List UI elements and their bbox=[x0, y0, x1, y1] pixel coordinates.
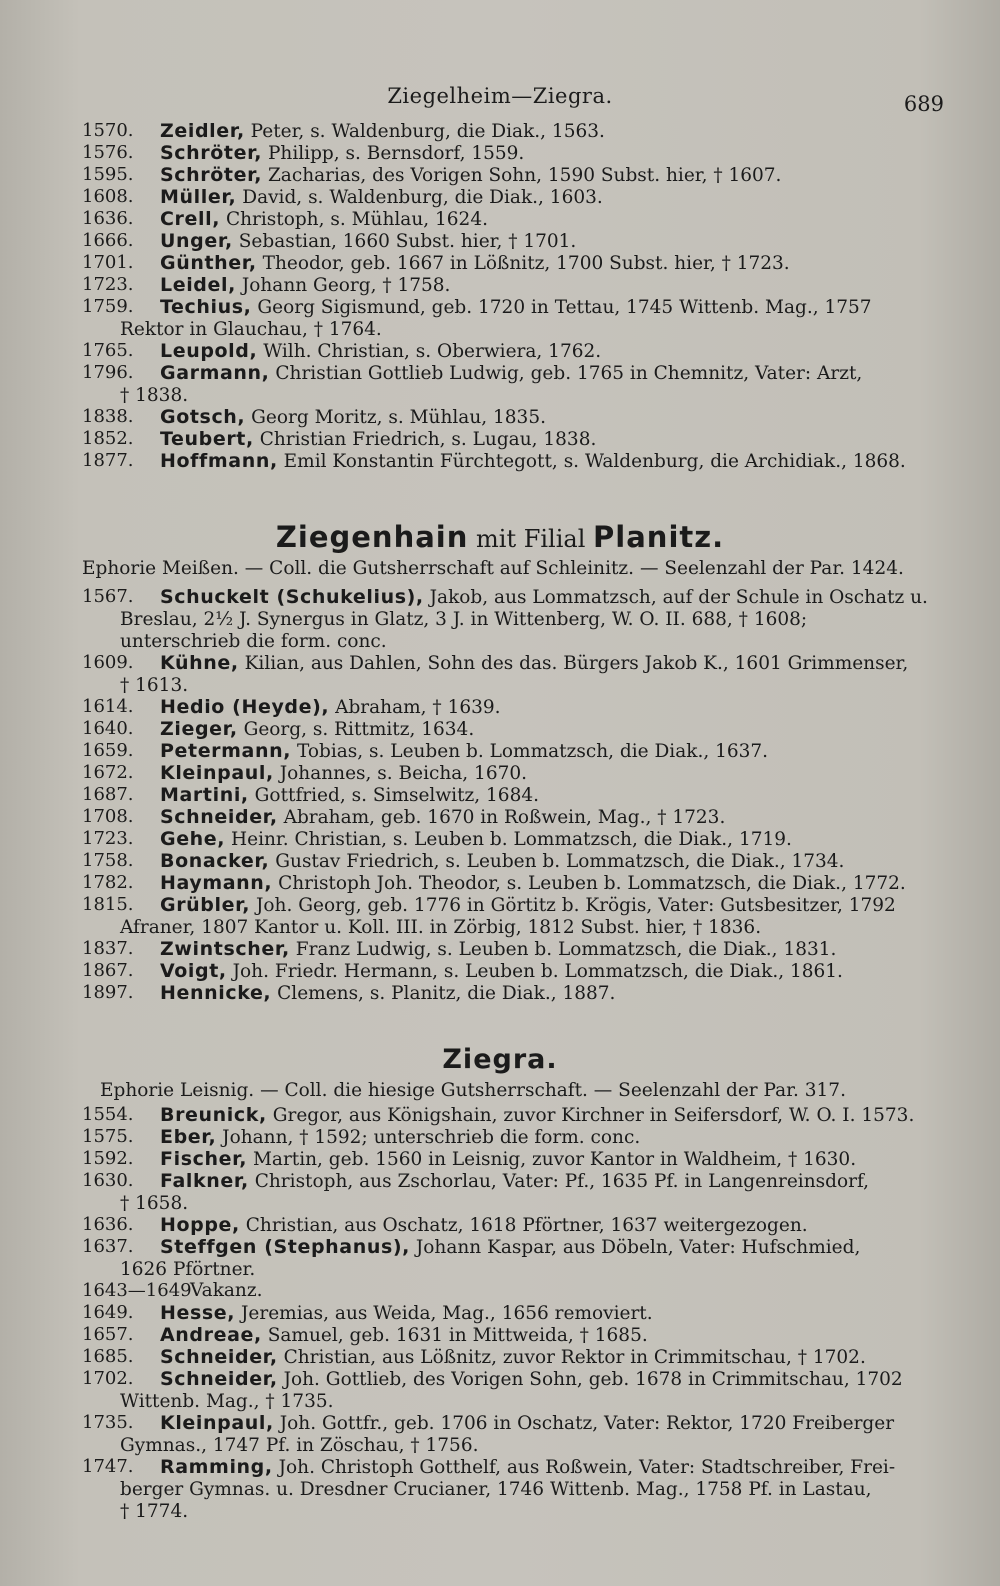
entry-row bbox=[0, 362, 1000, 406]
entry-name: Schneider, bbox=[160, 806, 278, 828]
entry-name: Techius, bbox=[160, 296, 252, 318]
entry-row bbox=[0, 1368, 1000, 1412]
entry-year: 1637. bbox=[82, 1236, 134, 1257]
entry-name: Kleinpaul, bbox=[160, 1412, 274, 1434]
entry-name: Voigt, bbox=[160, 960, 227, 982]
entry-year: 1630. bbox=[82, 1170, 134, 1191]
entry-row bbox=[0, 164, 1000, 186]
entry-row bbox=[0, 1170, 1000, 1214]
entry-name: Grübler, bbox=[160, 894, 251, 916]
entry-year: 1608. bbox=[82, 186, 134, 207]
entry-year: 1657. bbox=[82, 1324, 134, 1345]
entry-first-line bbox=[160, 653, 908, 674]
entry-year: 1765. bbox=[82, 340, 134, 361]
entry-row bbox=[0, 406, 1000, 428]
section-title-mid: mit Filial bbox=[476, 525, 586, 553]
entry-continuation: Breslau, 2½ J. Synergus in Glatz, 3 J. in Wittenberg, W. O. II. 688, † 1608; bbox=[120, 609, 808, 630]
entry-name: Leupold, bbox=[160, 340, 258, 362]
entry-year: 1575. bbox=[82, 1126, 134, 1147]
entry-continuation: † 1658. bbox=[120, 1193, 189, 1214]
entry-name: Hesse, bbox=[160, 1302, 236, 1324]
entry-continuation: † 1774. bbox=[120, 1501, 189, 1522]
entry-text: Christian Friedrich, s. Lugau, 1838. bbox=[259, 429, 597, 450]
entry-row bbox=[0, 828, 1000, 850]
entry-text: Johann Georg, † 1758. bbox=[241, 275, 451, 296]
entry-text: Gottfried, s. Simselwitz, 1684. bbox=[254, 785, 540, 806]
entry-continuation: † 1613. bbox=[120, 675, 189, 696]
entry-row bbox=[0, 1302, 1000, 1324]
section-title-main: Ziegenhain bbox=[275, 520, 469, 554]
entry-text: Tobias, s. Leuben b. Lommatzsch, die Diak., 1637. bbox=[296, 741, 769, 762]
entry-name: Haymann, bbox=[160, 872, 273, 894]
entry-row bbox=[0, 982, 1000, 1004]
running-title: Ziegelheim—Ziegra. bbox=[387, 84, 613, 108]
entry-year: 1672. bbox=[82, 762, 134, 783]
entry-row bbox=[0, 1148, 1000, 1170]
entry-continuation: Afraner, 1807 Kantor u. Koll. III. in Zörbig, 1812 Subst. hier, † 1836. bbox=[120, 917, 762, 938]
entry-first-line bbox=[160, 253, 790, 274]
entry-name: Hoppe, bbox=[160, 1214, 240, 1236]
entry-first-line bbox=[160, 209, 488, 230]
entry-name: Breunick, bbox=[160, 1104, 267, 1126]
entry-year: 1592. bbox=[82, 1148, 134, 1169]
ziegenhain-entries bbox=[0, 586, 1000, 1004]
entry-row bbox=[0, 428, 1000, 450]
entry-first-line bbox=[160, 1347, 866, 1368]
entry-year: 1897. bbox=[82, 982, 134, 1003]
entry-text: Martin, geb. 1560 in Leisnig, zuvor Kantor in Waldheim, † 1630. bbox=[252, 1149, 857, 1170]
entry-text: Gregor, aus Königshain, zuvor Kirchner in Seifersdorf, W. O. I. 1573. bbox=[272, 1105, 915, 1126]
entry-first-line bbox=[190, 1280, 262, 1301]
section-title-filial: Planitz. bbox=[593, 520, 725, 554]
entry-year: 1759. bbox=[82, 296, 134, 317]
entry-text: Christoph Joh. Theodor, s. Leuben b. Lommatzsch, die Diak., 1772. bbox=[278, 873, 906, 894]
entry-continuation: Wittenb. Mag., † 1735. bbox=[120, 1391, 334, 1412]
entry-text: Johann Kaspar, aus Döbeln, Vater: Hufschmied, bbox=[415, 1237, 861, 1258]
entry-first-line bbox=[160, 1303, 653, 1324]
entry-name: Steffgen (Stephanus), bbox=[160, 1236, 410, 1258]
entry-row bbox=[0, 718, 1000, 740]
entry-name: Bonacker, bbox=[160, 850, 270, 872]
entry-text: Theodor, geb. 1667 in Lößnitz, 1700 Subst. hier, † 1723. bbox=[262, 253, 790, 274]
entry-first-line bbox=[160, 1171, 869, 1192]
entry-name: Zeidler, bbox=[160, 120, 245, 142]
entry-first-line bbox=[160, 297, 872, 318]
entry-first-line bbox=[160, 275, 450, 296]
entry-first-line bbox=[160, 1457, 895, 1478]
entry-text: Joh. Georg, geb. 1776 in Görtitz b. Krögis, Vater: Gutsbesitzer, 1792 bbox=[255, 895, 896, 916]
entry-name: Eber, bbox=[160, 1126, 217, 1148]
entry-row bbox=[0, 142, 1000, 164]
entry-year: 1701. bbox=[82, 252, 134, 273]
entry-continuation: unterschrieb die form. conc. bbox=[120, 631, 387, 652]
entry-text: Abraham, geb. 1670 in Roßwein, Mag., † 1723. bbox=[283, 807, 726, 828]
entry-first-line bbox=[160, 1237, 860, 1258]
entry-year: 1567. bbox=[82, 586, 134, 607]
entry-row bbox=[0, 208, 1000, 230]
entry-year: 1570. bbox=[82, 120, 134, 141]
entry-first-line bbox=[160, 939, 836, 960]
entry-year: 1576. bbox=[82, 142, 134, 163]
entry-first-line bbox=[160, 763, 527, 784]
entry-year: 1723. bbox=[82, 828, 134, 849]
entry-row bbox=[0, 652, 1000, 696]
entry-row bbox=[0, 1236, 1000, 1280]
section-title-ziegra-text: Ziegra. bbox=[442, 1044, 558, 1075]
entry-year: 1708. bbox=[82, 806, 134, 827]
entry-row bbox=[0, 850, 1000, 872]
entry-first-line bbox=[160, 983, 615, 1004]
entry-row bbox=[0, 1280, 1000, 1302]
ephorie-ziegra: Ephorie Leisnig. — Coll. die hiesige Gutsherrschaft. — Seelenzahl der Par. 317. bbox=[100, 1080, 846, 1101]
entry-first-line bbox=[160, 829, 792, 850]
entry-first-line bbox=[160, 1325, 648, 1346]
entry-continuation: berger Gymnas. u. Dresdner Crucianer, 1746 Wittenb. Mag., 1758 Pf. in Lastau, bbox=[120, 1479, 872, 1500]
entry-row bbox=[0, 1104, 1000, 1126]
entry-year: 1554. bbox=[82, 1104, 134, 1125]
entry-text: Samuel, geb. 1631 in Mittweida, † 1685. bbox=[267, 1325, 648, 1346]
entry-first-line bbox=[160, 785, 539, 806]
entry-year: 1758. bbox=[82, 850, 134, 871]
entry-year: 1837. bbox=[82, 938, 134, 959]
entry-year: 1636. bbox=[82, 1214, 134, 1235]
entry-row bbox=[0, 450, 1000, 472]
entry-name: Hennicke, bbox=[160, 982, 272, 1004]
entry-row bbox=[0, 784, 1000, 806]
entry-first-line bbox=[160, 143, 524, 164]
entry-continuation: 1626 Pförtner. bbox=[120, 1259, 256, 1280]
entry-name: Gehe, bbox=[160, 828, 226, 850]
entry-row bbox=[0, 872, 1000, 894]
entry-year: 1723. bbox=[82, 274, 134, 295]
entry-first-line bbox=[160, 1149, 856, 1170]
entry-row bbox=[0, 296, 1000, 340]
entry-first-line bbox=[160, 363, 862, 384]
entry-name: Gotsch, bbox=[160, 406, 246, 428]
entry-row bbox=[0, 1412, 1000, 1456]
entry-year: 1747. bbox=[82, 1456, 134, 1477]
entry-text: Christian, aus Oschatz, 1618 Pförtner, 1637 weitergezogen. bbox=[245, 1215, 808, 1236]
entry-first-line bbox=[160, 719, 474, 740]
entry-year: 1796. bbox=[82, 362, 134, 383]
entry-name: Crell, bbox=[160, 208, 221, 230]
entry-name: Fischer, bbox=[160, 1148, 248, 1170]
entry-text: Joh. Gottlieb, des Vorigen Sohn, geb. 1678 in Crimmitschau, 1702 bbox=[283, 1369, 903, 1390]
entry-first-line bbox=[160, 895, 896, 916]
entry-text: Kilian, aus Dahlen, Sohn des das. Bürgers Jakob K., 1601 Grimmenser, bbox=[244, 653, 909, 674]
entry-name: Kühne, bbox=[160, 652, 239, 674]
entry-row bbox=[0, 274, 1000, 296]
entry-text: Philipp, s. Bernsdorf, 1559. bbox=[267, 143, 525, 164]
entry-name: Hedio (Heyde), bbox=[160, 696, 330, 718]
entry-name: Müller, bbox=[160, 186, 237, 208]
entry-year: 1877. bbox=[82, 450, 134, 471]
entry-name: Teubert, bbox=[160, 428, 254, 450]
entry-row bbox=[0, 938, 1000, 960]
entry-year: 1702. bbox=[82, 1368, 134, 1389]
entry-text: Georg Sigismund, geb. 1720 in Tettau, 1745 Wittenb. Mag., 1757 bbox=[257, 297, 872, 318]
entry-year: 1666. bbox=[82, 230, 134, 251]
entry-text: Joh. Friedr. Hermann, s. Leuben b. Lommatzsch, die Diak., 1861. bbox=[232, 961, 843, 982]
entry-name: Ramming, bbox=[160, 1456, 273, 1478]
running-header bbox=[0, 84, 1000, 114]
entry-first-line bbox=[160, 807, 725, 828]
section-title-ziegra bbox=[0, 1044, 1000, 1075]
entry-text: Franz Ludwig, s. Leuben b. Lommatzsch, die Diak., 1831. bbox=[295, 939, 837, 960]
entry-first-line bbox=[160, 187, 603, 208]
entry-year: 1815. bbox=[82, 894, 134, 915]
entry-first-line bbox=[160, 429, 596, 450]
entry-first-line bbox=[160, 587, 928, 608]
entry-text: Christian Gottlieb Ludwig, geb. 1765 in Chemnitz, Vater: Arzt, bbox=[275, 363, 863, 384]
entry-year: 1782. bbox=[82, 872, 134, 893]
entry-row bbox=[0, 894, 1000, 938]
entry-text: Joh. Christoph Gotthelf, aus Roßwein, Vater: Stadtschreiber, Frei- bbox=[278, 1457, 896, 1478]
entry-text: Wilh. Christian, s. Oberwiera, 1762. bbox=[263, 341, 602, 362]
entry-text: Joh. Gottfr., geb. 1706 in Oschatz, Vater: Rektor, 1720 Freiberger bbox=[279, 1413, 895, 1434]
entry-row bbox=[0, 340, 1000, 362]
entry-row bbox=[0, 1126, 1000, 1148]
entry-name: Falkner, bbox=[160, 1170, 249, 1192]
entry-year: 1735. bbox=[82, 1412, 134, 1433]
entry-first-line bbox=[160, 961, 843, 982]
entry-continuation: Rektor in Glauchau, † 1764. bbox=[120, 319, 382, 340]
entry-row bbox=[0, 806, 1000, 828]
entry-name: Unger, bbox=[160, 230, 233, 252]
entry-text: Vakanz. bbox=[190, 1280, 263, 1301]
entry-year: 1636. bbox=[82, 208, 134, 229]
entry-year: 1659. bbox=[82, 740, 134, 761]
entry-name: Schneider, bbox=[160, 1368, 278, 1390]
entry-year: 1643—1649 bbox=[82, 1280, 192, 1301]
entry-name: Andreae, bbox=[160, 1324, 262, 1346]
entry-first-line bbox=[160, 697, 501, 718]
entry-row bbox=[0, 1214, 1000, 1236]
entry-year: 1685. bbox=[82, 1346, 134, 1367]
ziegelheim-entries bbox=[0, 120, 1000, 472]
entry-text: Jeremias, aus Weida, Mag., 1656 removiert. bbox=[241, 1303, 653, 1324]
entry-text: Jakob, aus Lommatzsch, auf der Schule in Oschatz u. bbox=[429, 587, 928, 608]
entry-name: Garmann, bbox=[160, 362, 270, 384]
entry-year: 1649. bbox=[82, 1302, 134, 1323]
entry-first-line bbox=[160, 1369, 903, 1390]
entry-text: Johannes, s. Beicha, 1670. bbox=[279, 763, 528, 784]
entry-row bbox=[0, 740, 1000, 762]
entry-first-line bbox=[160, 165, 781, 186]
entry-text: Zacharias, des Vorigen Sohn, 1590 Subst. hier, † 1607. bbox=[267, 165, 782, 186]
ziegra-entries bbox=[0, 1104, 1000, 1522]
entry-first-line bbox=[160, 1215, 808, 1236]
entry-text: Johann, † 1592; unterschrieb die form. conc. bbox=[222, 1127, 641, 1148]
entry-row bbox=[0, 120, 1000, 142]
entry-text: Christoph, s. Mühlau, 1624. bbox=[225, 209, 488, 230]
entry-text: Emil Konstantin Fürchtegott, s. Waldenburg, die Archidiak., 1868. bbox=[283, 451, 906, 472]
entry-text: Gustav Friedrich, s. Leuben b. Lommatzsch, die Diak., 1734. bbox=[275, 851, 845, 872]
entry-text: David, s. Waldenburg, die Diak., 1603. bbox=[242, 187, 603, 208]
entry-name: Günther, bbox=[160, 252, 257, 274]
entry-text: Georg, s. Rittmitz, 1634. bbox=[243, 719, 475, 740]
entry-first-line bbox=[160, 873, 906, 894]
entry-text: Georg Moritz, s. Mühlau, 1835. bbox=[251, 407, 546, 428]
entry-first-line bbox=[160, 1127, 640, 1148]
entry-row bbox=[0, 696, 1000, 718]
entry-first-line bbox=[160, 231, 576, 252]
entry-name: Zieger, bbox=[160, 718, 238, 740]
entry-text: Heinr. Christian, s. Leuben b. Lommatzsch, die Diak., 1719. bbox=[231, 829, 792, 850]
entry-name: Schuckelt (Schukelius), bbox=[160, 586, 424, 608]
entry-year: 1640. bbox=[82, 718, 134, 739]
entry-name: Petermann, bbox=[160, 740, 292, 762]
entry-text: Christian, aus Lößnitz, zuvor Rektor in Crimmitschau, † 1702. bbox=[283, 1347, 866, 1368]
entry-text: Christoph, aus Zschorlau, Vater: Pf., 1635 Pf. in Langenreinsdorf, bbox=[254, 1171, 870, 1192]
entry-name: Zwintscher, bbox=[160, 938, 290, 960]
entry-continuation: Gymnas., 1747 Pf. in Zöschau, † 1756. bbox=[120, 1435, 479, 1456]
entry-row bbox=[0, 1346, 1000, 1368]
entry-name: Hoffmann, bbox=[160, 450, 278, 472]
entry-first-line bbox=[160, 851, 844, 872]
entry-first-line bbox=[160, 1413, 894, 1434]
entry-year: 1867. bbox=[82, 960, 134, 981]
entry-year: 1609. bbox=[82, 652, 134, 673]
entry-row bbox=[0, 1456, 1000, 1522]
entry-year: 1852. bbox=[82, 428, 134, 449]
entry-row bbox=[0, 586, 1000, 652]
ephorie-ziegenhain: Ephorie Meißen. — Coll. die Gutsherrschaft auf Schleinitz. — Seelenzahl der Par. 1424. bbox=[82, 558, 904, 579]
entry-text: Peter, s. Waldenburg, die Diak., 1563. bbox=[250, 121, 605, 142]
entry-name: Schneider, bbox=[160, 1346, 278, 1368]
entry-name: Schröter, bbox=[160, 142, 263, 164]
entry-first-line bbox=[160, 341, 601, 362]
entry-name: Martini, bbox=[160, 784, 249, 806]
entry-row bbox=[0, 230, 1000, 252]
entry-continuation: † 1838. bbox=[120, 385, 189, 406]
entry-first-line bbox=[160, 407, 546, 428]
entry-first-line bbox=[160, 121, 605, 142]
entry-name: Leidel, bbox=[160, 274, 236, 296]
entry-text: Clemens, s. Planitz, die Diak., 1887. bbox=[277, 983, 616, 1004]
entry-first-line bbox=[160, 1105, 914, 1126]
entry-row bbox=[0, 186, 1000, 208]
page-number: 689 bbox=[903, 92, 944, 116]
entry-text: Abraham, † 1639. bbox=[335, 697, 501, 718]
entry-first-line bbox=[160, 451, 906, 472]
entry-first-line bbox=[160, 741, 768, 762]
entry-row bbox=[0, 960, 1000, 982]
entry-name: Kleinpaul, bbox=[160, 762, 274, 784]
entry-year: 1687. bbox=[82, 784, 134, 805]
entry-row bbox=[0, 762, 1000, 784]
entry-year: 1595. bbox=[82, 164, 134, 185]
entry-text: Sebastian, 1660 Subst. hier, † 1701. bbox=[238, 231, 577, 252]
entry-name: Schröter, bbox=[160, 164, 263, 186]
entry-year: 1614. bbox=[82, 696, 134, 717]
entry-row bbox=[0, 252, 1000, 274]
entry-year: 1838. bbox=[82, 406, 134, 427]
section-title-ziegenhain bbox=[0, 520, 1000, 554]
entry-row bbox=[0, 1324, 1000, 1346]
